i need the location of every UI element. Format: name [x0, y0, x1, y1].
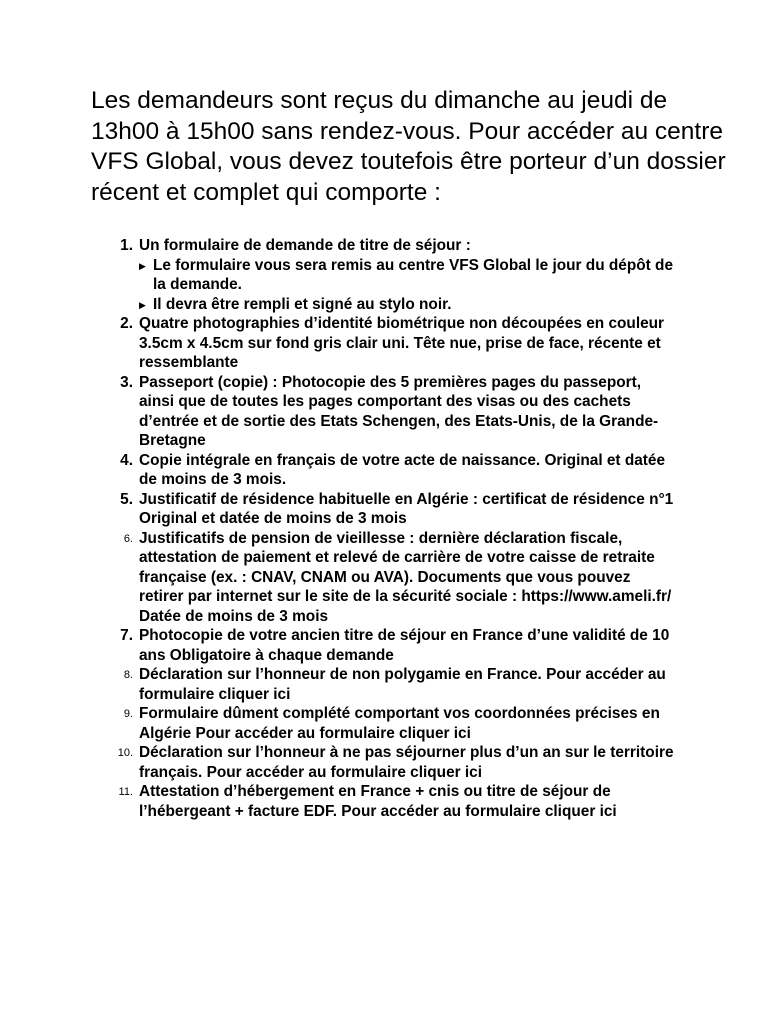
item-text: Déclaration sur l’honneur de non polygamie en France. Pour accéder au formulaire cliquer ici	[139, 666, 666, 703]
list-item	[0, 665, 679, 704]
item-text: Justificatifs de pension de vieillesse : dernière déclaration fiscale, attestation de paiement et relevé de carrière de votre caisse de retraite française (ex. : CNAV, CNAM ou AVA). Documents que vous pouvez retirer par internet sur le site de la sécurité sociale : https://www.ameli.fr/ Datée de moins de 3 mois	[139, 529, 672, 625]
list-item	[0, 704, 679, 743]
arrow-bullet-icon: ▶	[139, 260, 146, 271]
item-number: 8.	[123, 669, 133, 681]
item-number: 2.	[120, 315, 133, 332]
item-text: Passeport (copie) : Photocopie des 5 premières pages du passeport, ainsi que de toutes les pages comportant des visas ou des cachets d’entrée et de sortie des Etats Schengen, des Etats-Unis, de la Grande-Bretagne	[139, 373, 659, 449]
item-number: 6.	[123, 532, 133, 545]
item-number: 1.	[120, 237, 133, 254]
item-number: 3.	[120, 373, 133, 391]
list-item	[0, 451, 679, 490]
item-text: Attestation d’hébergement en France + cnis ou titre de séjour de l’hébergeant + facture EDF. Pour accéder au formulaire cliquer ici	[139, 783, 617, 820]
list-item	[0, 314, 679, 373]
sub-item-text: Le formulaire vous sera remis au centre VFS Global le jour du dépôt de la demande.	[153, 256, 673, 293]
item-text: Copie intégrale en français de votre acte de naissance. Original et datée de moins de 3 mois.	[139, 451, 666, 488]
item-text: Quatre photographies d’identité biométrique non découpées en couleur 3.5cm x 4.5cm sur fond gris clair uni. Tête nue, prise de face, récente et ressemblante	[139, 315, 665, 371]
item-text: Déclaration sur l’honneur à ne pas séjourner plus d’un an sur le territoire français. Pour accéder au formulaire cliquer ici	[139, 744, 674, 781]
item-number: 11.	[118, 786, 133, 798]
item-number: 5.	[120, 490, 133, 508]
list-item	[0, 743, 679, 782]
item-text: Justificatif de résidence habituelle en Algérie : certificat de résidence n°1 Original et datée de moins de 3 mois	[139, 490, 674, 527]
list-item	[0, 626, 679, 665]
item-number: 9.	[123, 708, 133, 720]
requirements-list	[0, 236, 768, 821]
sub-list-item	[139, 256, 673, 295]
item-text: Photocopie de votre ancien titre de séjour en France d’une validité de 10 ans Obligatoire à chaque demande	[139, 627, 670, 664]
list-item	[0, 373, 679, 451]
item-text: Formulaire dûment complété comportant vos coordonnées précises en Algérie Pour accéder au formulaire cliquer ici	[139, 705, 660, 742]
item-number: 4.	[120, 451, 133, 469]
list-item	[0, 529, 679, 627]
sub-list	[139, 256, 679, 315]
item-number: 10.	[117, 747, 133, 759]
item-text: Un formulaire de demande de titre de séjour :	[139, 237, 471, 254]
sub-item-text: Il devra être rempli et signé au stylo noir.	[153, 295, 452, 313]
list-item	[0, 490, 679, 529]
arrow-bullet-icon: ▶	[139, 299, 146, 310]
list-item	[0, 236, 679, 314]
intro-paragraph: Les demandeurs sont reçus du dimanche au jeudi de 13h00 à 15h00 sans rendez-vous. Pour accéder au centre VFS Global, vous devez toutefois être porteur d’un dossier récent et complet qui comporte :	[91, 87, 726, 206]
sub-list-item	[139, 295, 673, 315]
list-item	[0, 782, 679, 821]
item-number: 7.	[120, 627, 133, 644]
